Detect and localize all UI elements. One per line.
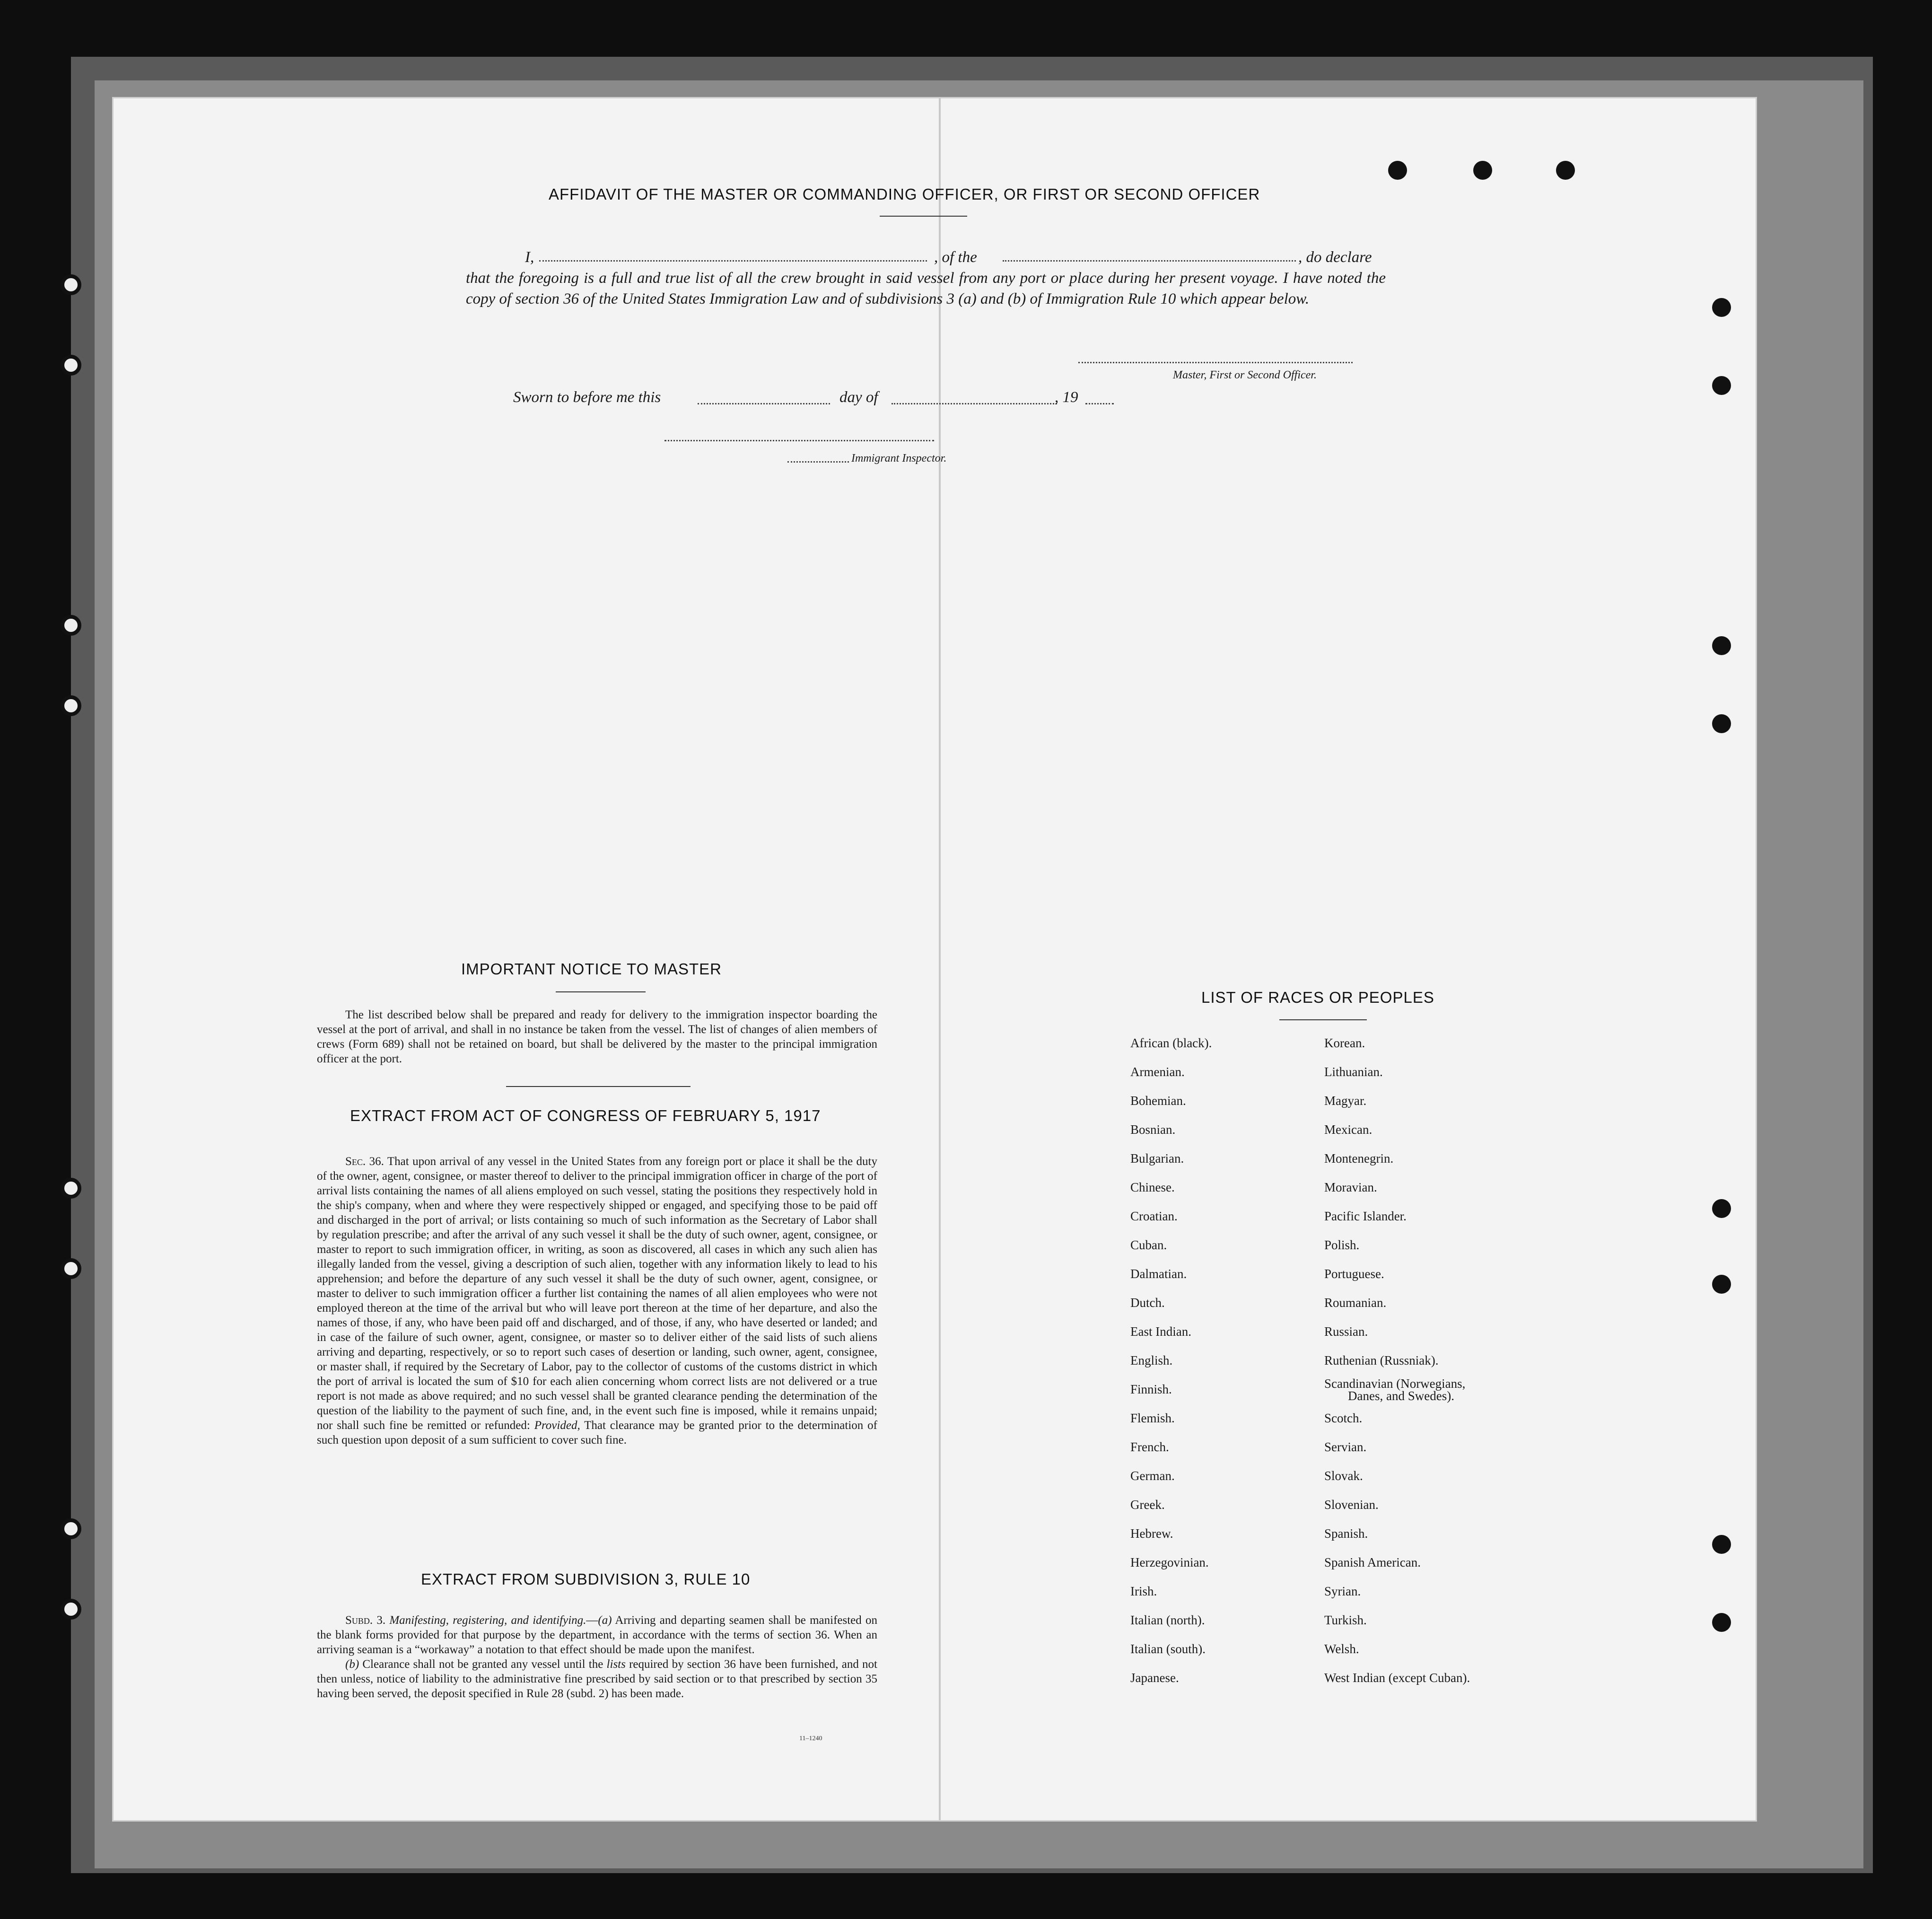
inspector-name-blank[interactable] [787,461,849,463]
divider [1279,1019,1367,1020]
signature-blank[interactable] [1078,362,1353,363]
punch-hole [1712,376,1731,395]
a-label: (a) [598,1614,612,1627]
race-item: East Indian. [1130,1324,1191,1339]
punch-hole [1712,1275,1731,1294]
race-item: Italian (south). [1130,1642,1206,1656]
race-item: Dutch. [1130,1296,1165,1310]
punch-hole [1712,1199,1731,1218]
punch-hole [61,1599,81,1620]
affidavit-of-the-label: , of the [934,249,977,266]
race-item: Lithuanian. [1324,1065,1383,1079]
race-item: Irish. [1130,1584,1157,1598]
race-item: Russian. [1324,1324,1368,1339]
name-blank[interactable] [539,260,927,262]
sec-36-text: That upon arrival of any vessel in the United States from any foreign port or place it shall be the duty of the owner, agent, consignee, or master thereof to deliver to the principal immigration officer in charge of the port of arrival lists containing the names of all aliens employed on such vessel, stating the positions they respectively hold in the ship's company, when and where they were respectively shipped or engaged, and specifying those to be paid off and discharged in the port of arrival; or lists containing so much of such information as the Secretary of Labor shall by regulation prescribe; and after the arrival of any such vessel it shall be the duty of such owner, agent, consignee, or master to report to such immigration officer, in writing, as soon as discovered, all cases in which any such alien has illegally landed from the vessel, giving a description of such alien, together with any information likely to lead to his apprehension; and before the departure of any such vessel it shall be the duty of such owner, agent, consignee, or master to deliver to such immigration officer a further list containing the names of all alien employees who were not employed thereon at the time of the arrival but who will leave port thereon at the time of her departure, and also the names of those, if any, who have been paid off and discharged, and of those, if any, who have deserted or landed; and in case of the failure of such owner, agent, consignee, or master so to deliver either of the said lists of such aliens arriving and departing, respectively, or so to report such cases of desertion or landing, such owner, agent, consignee, or master shall, if required by the Secretary of Labor, pay to the collector of customs of the customs district in which the port of arrival is located the sum of $10 for each alien concerning whom correct lists are not delivered or a true report is not made as above required; and no such vessel shall be granted clearance pending the determination of the question of the liability to the payment of such fine, and, in the event such fine is imposed, while it remains unpaid; nor shall such fine be remitted or refunded: [317,1155,877,1432]
subd-b-lists: lists [606,1658,626,1671]
race-item: Mexican. [1324,1122,1373,1137]
sec-36-text-end: That clearance may be granted prior to the determination of such question upon deposit of a sum sufficient to cover such fine. [317,1419,877,1446]
b-label: (b) [345,1658,359,1671]
subd-b-text-2: required by section 36 have been furnished, and not then unless, notice of liability to the administrative fine prescribed by said section or to that prescribed by section 35 having been served, the deposit specified in Rule 28 (subd. 2) has been made. [317,1658,877,1700]
race-item: English. [1130,1353,1173,1367]
extract-act-title: EXTRACT FROM ACT OF CONGRESS OF FEBRUARY 5, 1917 [350,1107,821,1124]
page-fold [939,98,941,1820]
race-item: Scotch. [1324,1411,1363,1425]
punch-hole [1712,636,1731,655]
sec-label: Sec. 36. [345,1155,384,1168]
punch-hole [1712,714,1731,733]
extract-act-text [317,1154,877,1447]
race-item: Scandinavian (Norwegians, [1324,1376,1466,1391]
race-item: Flemish. [1130,1411,1175,1425]
day-of-label: day of [839,389,878,406]
punch-hole [1712,298,1731,317]
race-item: Hebrew. [1130,1526,1173,1541]
race-item: Japanese. [1130,1671,1179,1685]
punch-hole [61,1518,81,1539]
subd-label: Subd. 3. [345,1614,386,1627]
inspector-caption: Immigrant Inspector. [851,452,947,464]
divider [556,991,646,992]
form-code: 11–1240 [799,1735,822,1742]
race-item: Bohemian. [1130,1094,1186,1108]
punch-hole [61,274,81,295]
race-item: Dalmatian. [1130,1267,1187,1281]
year-label: , 19 [1055,389,1078,406]
affidavit-body: that the foregoing is a full and true list of all the crew brought in said vessel from any port or place during her present voyage. I have noted the copy of section 36 of the United States Immigration Law and of subdivisions 3 (a) and (b) of Immigration Rule 10 which appear below. [466,270,1386,307]
race-item: West Indian (except Cuban). [1324,1671,1470,1685]
subd-b-text-1: Clearance shall not be granted any vessel until the [362,1658,603,1671]
race-item: Korean. [1324,1036,1365,1050]
inspector-signature-blank[interactable] [664,440,934,441]
document-page [114,98,1756,1820]
race-item: Bulgarian. [1130,1151,1184,1165]
race-item: German. [1130,1469,1175,1483]
race-item: Croatian. [1130,1209,1178,1223]
race-item: Pacific Islander. [1324,1209,1407,1223]
race-item: Ruthenian (Russniak). [1324,1353,1439,1367]
races-title: LIST OF RACES OR PEOPLES [1201,989,1434,1006]
extract-rule-text: Subd. 3. Manifesting, registering, and identifying.—(a) Arriving and departing seamen shall be manifested on the blank forms provided for that purpose by the department, in accordance with the terms of section 36. When an arriving seaman is a “workaway” a notation to that effect should be made upon the manifest. (b) Clearance shall not be granted any vessel until the lists required by section 36 have been furnished, and not then unless, notice of liability to the administrative fine prescribed by said section or to that prescribed by section 35 having been served, the deposit specified in Rule 28 (subd. 2) has been made. [317,1614,877,1700]
divider [506,1086,691,1087]
race-item: Roumanian. [1324,1296,1387,1310]
race-item: Chinese. [1130,1180,1175,1194]
affidavit-do-declare-label: , do declare [1298,249,1372,266]
subd-a-text: Arriving and departing seamen shall be manifested on the blank forms provided for that purpose by the department, in accordance with the terms of section 36. When an arriving seaman is a “workaway” a notation to that effect should be made upon the manifest. [317,1614,877,1656]
affidavit-title: AFFIDAVIT OF THE MASTER OR COMMANDING OFFICER, OR FIRST OR SECOND OFFICER [549,185,1260,203]
extract-rule-title: EXTRACT FROM SUBDIVISION 3, RULE 10 [421,1570,751,1588]
punch-hole [1556,161,1575,180]
race-item: Bosnian. [1130,1122,1176,1137]
race-item: Servian. [1324,1440,1367,1454]
race-item: Syrian. [1324,1584,1361,1598]
affidavit-i-label: I, [525,249,534,266]
notice-title: IMPORTANT NOTICE TO MASTER [461,960,722,978]
punch-hole [61,695,81,716]
race-item: Greek. [1130,1498,1165,1512]
race-item: African (black). [1130,1036,1212,1050]
race-item: Armenian. [1130,1065,1185,1079]
punch-hole [1388,161,1407,180]
race-item: Moravian. [1324,1180,1377,1194]
sworn-label: Sworn to before me this [513,389,661,406]
race-item: Montenegrin. [1324,1151,1394,1165]
race-item: Polish. [1324,1238,1360,1252]
punch-hole [1712,1535,1731,1554]
race-item: French. [1130,1440,1169,1454]
race-item: Slovenian. [1324,1498,1379,1512]
notice-text: The list described below shall be prepared and ready for delivery to the immigration inspector boarding the vessel at the port of arrival, and shall in no instance be taken from the vessel. The list of changes of alien members of crews (Form 689) shall not be retained on board, but shall be delivered by the master to the principal immigration officer at the port. [317,1008,877,1065]
signature-caption: Master, First or Second Officer. [1173,369,1317,381]
race-item: Spanish American. [1324,1555,1421,1569]
race-item: Spanish. [1324,1526,1368,1541]
race-item: Portuguese. [1324,1267,1384,1281]
race-item: Cuban. [1130,1238,1167,1252]
punch-hole [1712,1613,1731,1632]
punch-hole [61,355,81,376]
punch-hole [61,1178,81,1199]
race-item: Italian (north). [1130,1613,1205,1627]
race-item-continuation: Danes, and Swedes). [1348,1389,1454,1403]
punch-hole [61,1258,81,1279]
provided-label: Provided, [534,1419,580,1432]
race-item: Magyar. [1324,1094,1367,1108]
subd-heading: Manifesting, registering, and identifying. [389,1614,586,1627]
sworn-year-blank[interactable] [1085,403,1114,404]
divider [880,216,967,217]
punch-hole [61,615,81,636]
vessel-blank[interactable] [1003,260,1296,262]
race-item: Turkish. [1324,1613,1367,1627]
race-item: Slovak. [1324,1469,1363,1483]
punch-hole [1473,161,1492,180]
sworn-month-blank[interactable] [892,403,1057,404]
race-item: Finnish. [1130,1382,1172,1396]
race-item: Herzegovinian. [1130,1555,1209,1569]
race-item: Welsh. [1324,1642,1359,1656]
sworn-day-blank[interactable] [698,403,830,404]
